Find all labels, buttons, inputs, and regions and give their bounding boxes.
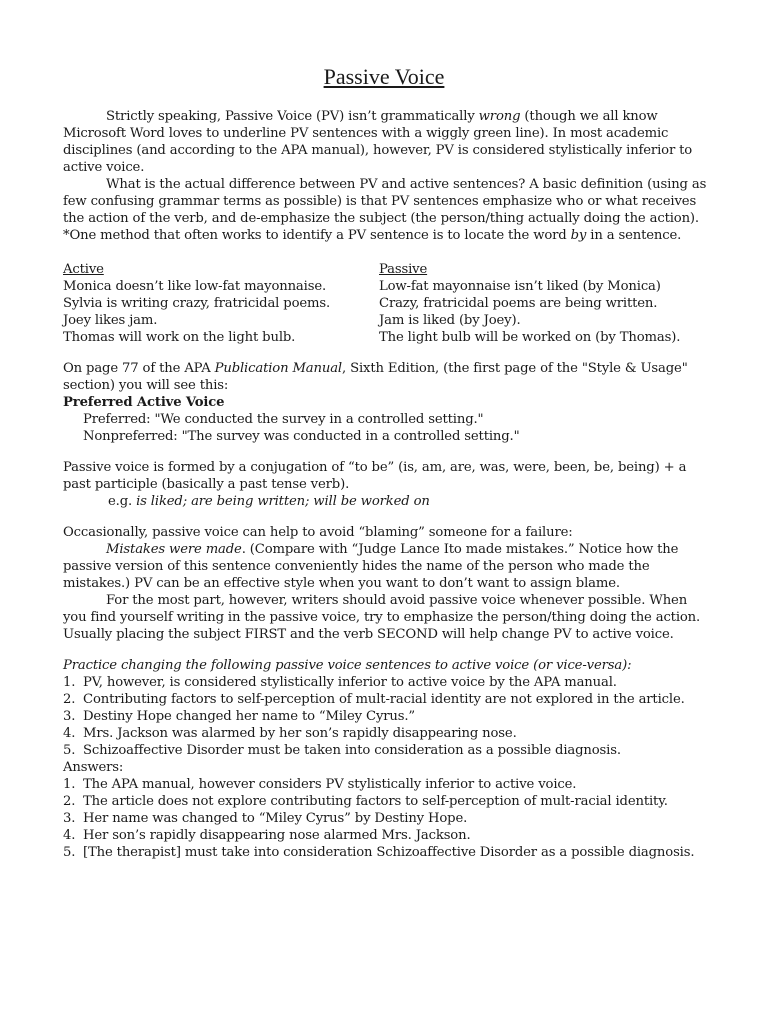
list-item xyxy=(63,776,713,793)
intro-paragraph xyxy=(63,108,713,176)
definition-emphasis: by xyxy=(570,228,587,243)
item-text: The article does not explore contributing factors to self-perception of mult-racial identity. xyxy=(83,794,668,809)
item-text: [The therapist] must take into consideration Schizoaffective Disorder as a possible diagnosis. xyxy=(83,845,695,860)
item-text: Her son’s rapidly disappearing nose alarmed Mrs. Jackson. xyxy=(83,828,471,843)
practice-heading: Practice changing the following passive voice sentences to active voice (or vice-versa): xyxy=(63,658,632,673)
comparison-table xyxy=(63,261,713,346)
active-header: Active xyxy=(63,262,104,277)
list-item xyxy=(63,691,713,708)
list-item xyxy=(63,742,713,759)
formation-paragraph: Passive voice is formed by a conjugation of “to be” (is, am, are, was, were, been, be, being) + a past participle (basically a past tense verb). xyxy=(63,460,687,492)
intro-text-a: Strictly speaking, Passive Voice (PV) isn’t grammatically xyxy=(106,109,479,124)
document-body xyxy=(63,108,713,861)
definition-paragraph xyxy=(63,176,713,244)
blame-emphasis: Mistakes were made xyxy=(106,542,242,557)
answers-list xyxy=(63,776,713,861)
example-text: is liked; are being written; will be worked on xyxy=(136,494,430,509)
list-item xyxy=(63,708,713,725)
list-item xyxy=(63,810,713,827)
item-number: 1. xyxy=(63,675,76,690)
item-number: 3. xyxy=(63,709,76,724)
list-item xyxy=(63,844,713,861)
active-example: Joey likes jam. xyxy=(63,313,158,328)
list-item xyxy=(63,674,713,691)
intro-emphasis: wrong xyxy=(478,109,521,124)
list-item xyxy=(63,793,713,810)
formation-example xyxy=(63,493,713,510)
example-label: e.g. xyxy=(108,494,137,509)
item-text: Her name was changed to “Miley Cyrus” by Destiny Hope. xyxy=(83,811,468,826)
passive-header: Passive xyxy=(379,262,428,277)
item-text: Mrs. Jackson was alarmed by her son’s rapidly disappearing nose. xyxy=(83,726,517,741)
item-text: The APA manual, however considers PV stylistically inferior to active voice. xyxy=(83,777,577,792)
passive-example: Low-fat mayonnaise isn’t liked (by Monica) xyxy=(379,279,661,294)
apa-text-b: , Sixth Edition, (the first page of the "Style & Usage" section) you will see this: xyxy=(63,361,688,393)
item-number: 4. xyxy=(63,828,76,843)
item-number: 3. xyxy=(63,811,76,826)
item-text: Schizoaffective Disorder must be taken into consideration as a possible diagnosis. xyxy=(83,743,621,758)
item-number: 5. xyxy=(63,743,76,758)
item-number: 2. xyxy=(63,794,76,809)
blame-intro: Occasionally, passive voice can help to avoid “blaming” someone for a failure: xyxy=(63,525,573,540)
page-title: Passive Voice xyxy=(323,64,445,89)
apa-emphasis: Publication Manual xyxy=(214,361,342,376)
item-number: 4. xyxy=(63,726,76,741)
active-example: Thomas will work on the light bulb. xyxy=(63,330,296,345)
item-number: 1. xyxy=(63,777,76,792)
list-item xyxy=(63,725,713,742)
item-number: 5. xyxy=(63,845,76,860)
intro-text-b: (though we all know Microsoft Word loves to underline PV sentences with a wiggly green line). In most academic disciplines (and according to the APA manual), however, PV is considered stylistically inferior to active voice. xyxy=(63,109,693,175)
active-column xyxy=(63,261,379,346)
passive-example: The light bulb will be worked on (by Thomas). xyxy=(379,330,681,345)
passive-column xyxy=(379,261,713,346)
blame-text: . (Compare with “Judge Lance Ito made mistakes.” Notice how the passive version of this sentence conveniently hides the name of the person who made the mistakes.) PV can be an effective style when you want to don’t want to assign blame. xyxy=(63,542,679,591)
apa-heading: Preferred Active Voice xyxy=(63,395,225,410)
avoid-paragraph: For the most part, however, writers should avoid passive voice whenever possible. When you find yourself writing in the passive voice, try to emphasize the person/thing doing the action. Usually placing the subject FIRST and the verb SECOND will help change PV to active voice. xyxy=(63,593,701,642)
list-item xyxy=(63,827,713,844)
apa-preferred: Preferred: "We conducted the survey in a controlled setting." xyxy=(83,412,484,427)
practice-list xyxy=(63,674,713,759)
item-text: PV, however, is considered stylistically inferior to active voice by the APA manual. xyxy=(83,675,617,690)
apa-text-a: On page 77 of the APA xyxy=(63,361,215,376)
definition-text-b: in a sentence. xyxy=(586,228,682,243)
active-example: Sylvia is writing crazy, fratricidal poems. xyxy=(63,296,331,311)
item-text: Contributing factors to self-perception of mult-racial identity are not explored in the article. xyxy=(83,692,685,707)
apa-nonpreferred: Nonpreferred: "The survey was conducted in a controlled setting." xyxy=(83,429,520,444)
answers-label: Answers: xyxy=(63,760,124,775)
blame-paragraph xyxy=(63,541,713,592)
definition-text-a: What is the actual difference between PV and active sentences? A basic definition (using as few confusing grammar terms as possible) is that PV sentences emphasize who or what receives the action of the verb, and de-emphasize the subject (the person/thing actually doing the action). *One method that often works to identify a PV sentence is to locate the word xyxy=(63,177,707,243)
passive-example: Crazy, fratricidal poems are being written. xyxy=(379,296,658,311)
active-example: Monica doesn’t like low-fat mayonnaise. xyxy=(63,279,327,294)
apa-paragraph xyxy=(63,360,713,394)
item-text: Destiny Hope changed her name to “Miley Cyrus.” xyxy=(83,709,415,724)
item-number: 2. xyxy=(63,692,76,707)
passive-example: Jam is liked (by Joey). xyxy=(379,313,521,328)
